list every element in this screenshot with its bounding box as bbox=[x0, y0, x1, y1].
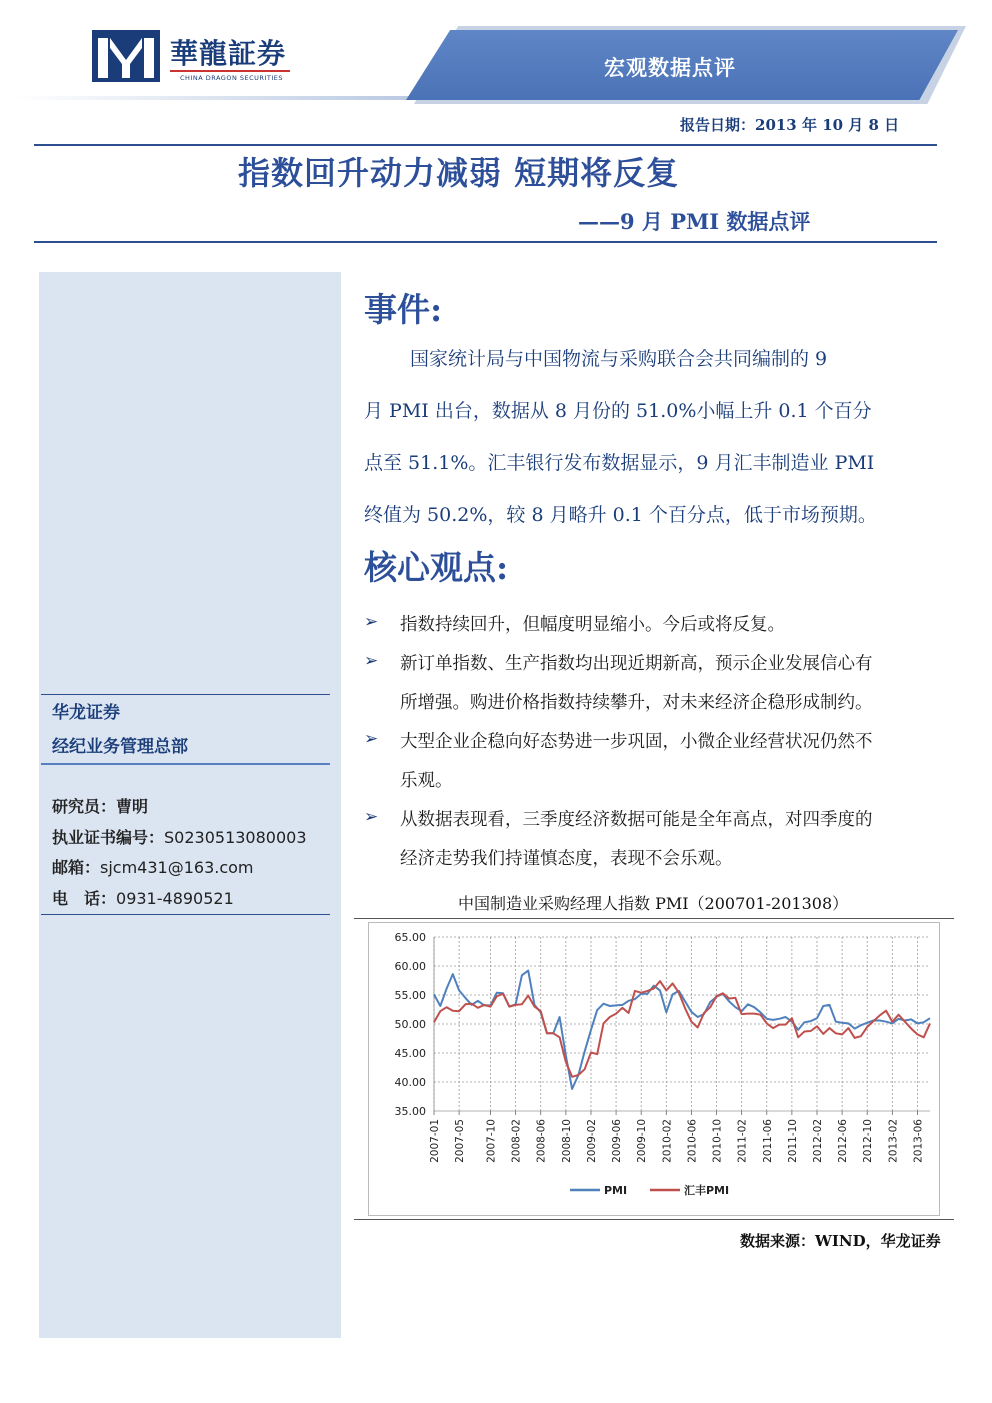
x-tick-label: 2011-02 bbox=[736, 1119, 749, 1163]
pmi-series-line bbox=[434, 971, 930, 1089]
bullet-4-line-1: 从数据表现看，三季度经济数据可能是全年高点，对四季度的 bbox=[400, 810, 873, 830]
event-line-1: 国家统计局与中国物流与采购联合会共同编制的 9 bbox=[410, 348, 828, 370]
chart-bottom-rule bbox=[354, 1219, 954, 1220]
page-title: 指数回升动力减弱 短期将反复 bbox=[238, 154, 680, 192]
bullet-1-line-1: 指数持续回升，但幅度明显缩小。今后或将反复。 bbox=[400, 615, 785, 635]
x-tick-label: 2008-10 bbox=[560, 1119, 573, 1163]
data-source: 数据来源：WIND，华龙证券 bbox=[740, 1232, 941, 1250]
phone-label: 电 话： bbox=[52, 889, 117, 908]
y-tick-label: 55.00 bbox=[394, 989, 426, 1002]
x-tick-label: 2007-05 bbox=[454, 1119, 467, 1163]
x-tick-label: 2009-02 bbox=[585, 1119, 598, 1163]
page-subtitle: ——9 月 PMI 数据点评 bbox=[578, 209, 811, 234]
x-tick-label: 2009-10 bbox=[636, 1119, 649, 1163]
core-views-heading: 核心观点: bbox=[364, 548, 509, 587]
x-tick-label: 2012-02 bbox=[811, 1119, 824, 1163]
researcher-row bbox=[52, 794, 148, 817]
researcher-label: 研究员： bbox=[52, 797, 117, 816]
x-tick-label: 2008-06 bbox=[535, 1119, 548, 1163]
logo-chinese-text: 華龍証券 bbox=[170, 37, 287, 70]
header-accent-line bbox=[14, 96, 414, 100]
x-tick-label: 2009-06 bbox=[611, 1119, 624, 1163]
x-tick-label: 2012-06 bbox=[837, 1119, 850, 1163]
y-tick-label: 40.00 bbox=[394, 1076, 426, 1089]
title-top-rule bbox=[34, 144, 937, 146]
sidebar-org: 华龙证券 bbox=[52, 703, 120, 723]
event-line-4: 终值为 50.2%，较 8 月略升 0.1 个百分点，低于市场预期。 bbox=[364, 504, 877, 526]
sidebar-rule-top bbox=[41, 694, 330, 695]
chart-title: 中国制造业采购经理人指数 PMI（200701-201308） bbox=[458, 894, 849, 913]
x-tick-label: 2013-06 bbox=[912, 1119, 925, 1163]
pmi-line-chart bbox=[368, 922, 940, 1216]
chart-top-rule bbox=[354, 918, 954, 919]
x-tick-label: 2008-02 bbox=[510, 1119, 523, 1163]
y-tick-label: 35.00 bbox=[394, 1105, 426, 1118]
x-tick-label: 2011-10 bbox=[786, 1119, 799, 1163]
legend-hsbc-label: 汇丰PMI bbox=[684, 1184, 730, 1197]
report-type-label: 宏观数据点评 bbox=[604, 55, 736, 80]
email-row bbox=[52, 855, 254, 878]
sidebar-department: 经纪业务管理总部 bbox=[52, 737, 188, 757]
y-tick-label: 65.00 bbox=[394, 931, 426, 944]
phone-row bbox=[52, 886, 234, 909]
bullet-icon: ➢ bbox=[364, 807, 379, 827]
dragon-logo-icon bbox=[92, 30, 160, 82]
sidebar-rule-bottom bbox=[41, 914, 330, 915]
bullet-icon: ➢ bbox=[364, 612, 379, 632]
logo-divider bbox=[170, 70, 290, 72]
x-tick-label: 2011-06 bbox=[761, 1119, 774, 1163]
sidebar-rule-mid bbox=[41, 763, 330, 765]
y-tick-label: 60.00 bbox=[394, 960, 426, 973]
x-tick-label: 2007-10 bbox=[485, 1119, 498, 1163]
certificate-label: 执业证书编号： bbox=[52, 828, 165, 847]
title-bottom-rule bbox=[34, 241, 937, 243]
bullet-4-line-2: 经济走势我们持谨慎态度，表现不会乐观。 bbox=[400, 849, 733, 869]
y-tick-label: 45.00 bbox=[394, 1047, 426, 1060]
report-date: 报告日期：2013 年 10 月 8 日 bbox=[680, 116, 900, 134]
x-tick-label: 2012-10 bbox=[862, 1119, 875, 1163]
legend-pmi-label: PMI bbox=[604, 1184, 628, 1197]
logo-english-text: CHINA DRAGON SECURITIES bbox=[180, 74, 283, 82]
x-tick-label: 2007-01 bbox=[429, 1119, 441, 1163]
researcher-name: 曹明 bbox=[116, 797, 149, 816]
email-address[interactable]: sjcm431@163.com bbox=[100, 858, 254, 877]
event-line-2: 月 PMI 出台，数据从 8 月份的 51.0%小幅上升 0.1 个百分 bbox=[364, 400, 872, 422]
bullet-2-line-1: 新订单指数、生产指数均出现近期新高，预示企业发展信心有 bbox=[400, 654, 873, 674]
bullet-3-line-1: 大型企业企稳向好态势进一步巩固，小微企业经营状况仍然不 bbox=[400, 732, 873, 752]
x-tick-label: 2010-02 bbox=[661, 1119, 674, 1163]
certificate-row bbox=[52, 825, 307, 848]
bullet-2-line-2: 所增强。购进价格指数持续攀升，对未来经济企稳形成制约。 bbox=[400, 693, 873, 713]
bullet-3-line-2: 乐观。 bbox=[400, 771, 453, 791]
event-heading: 事件: bbox=[364, 290, 443, 329]
x-tick-label: 2010-06 bbox=[686, 1119, 699, 1163]
company-logo bbox=[92, 30, 292, 86]
x-tick-label: 2010-10 bbox=[711, 1119, 724, 1163]
event-line-3: 点至 51.1%。汇丰银行发布数据显示，9 月汇丰制造业 PMI bbox=[364, 452, 875, 474]
x-tick-label: 2013-02 bbox=[887, 1119, 900, 1163]
y-tick-label: 50.00 bbox=[394, 1018, 426, 1031]
bullet-icon: ➢ bbox=[364, 729, 379, 749]
email-label: 邮箱： bbox=[52, 858, 101, 877]
certificate-number: S0230513080003 bbox=[164, 828, 307, 847]
bullet-icon: ➢ bbox=[364, 651, 379, 671]
phone-number: 0931-4890521 bbox=[116, 889, 234, 908]
